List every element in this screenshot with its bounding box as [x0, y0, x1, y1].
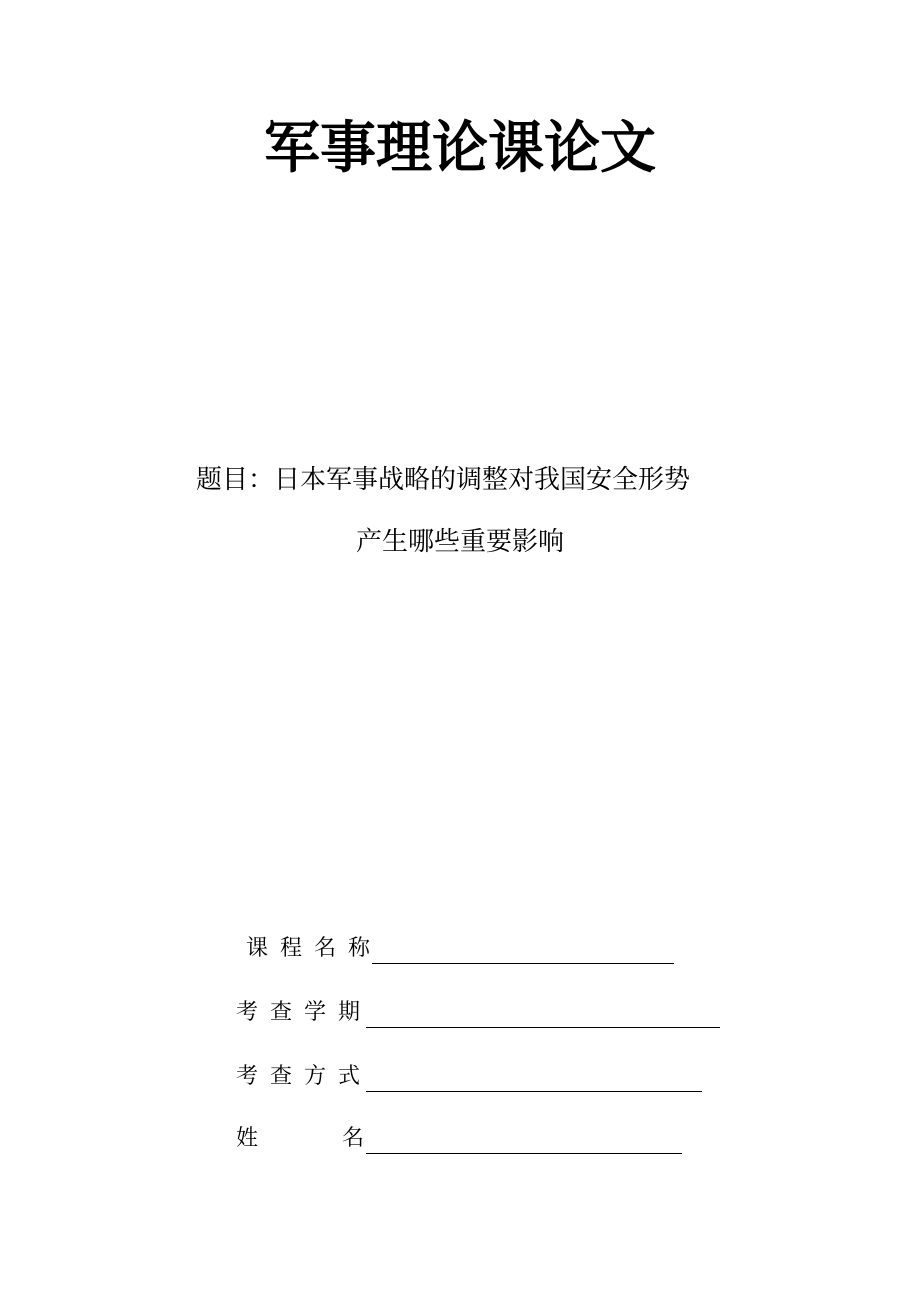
course-name-field	[246, 932, 678, 966]
document-title: 军事理论课论文	[264, 115, 656, 181]
course-name-blank-line	[372, 963, 674, 964]
exam-term-field	[236, 996, 724, 1030]
exam-term-label: 考查学期	[236, 1000, 373, 1025]
student-name-label-part2: 名	[342, 1126, 365, 1151]
topic-line-2: 产生哪些重要影响	[355, 527, 564, 557]
exam-method-field	[236, 1060, 706, 1094]
exam-method-blank-line	[366, 1091, 702, 1092]
course-name-label: 课程名称	[246, 936, 383, 961]
topic-line-1: 题目：日本军事战略的调整对我国安全形势	[196, 465, 691, 495]
student-name-blank-line	[366, 1153, 682, 1154]
student-name-label-part1: 姓	[236, 1126, 259, 1151]
student-name-field	[236, 1122, 686, 1156]
exam-method-label: 考查方式	[236, 1064, 373, 1089]
exam-term-blank-line	[366, 1027, 720, 1028]
